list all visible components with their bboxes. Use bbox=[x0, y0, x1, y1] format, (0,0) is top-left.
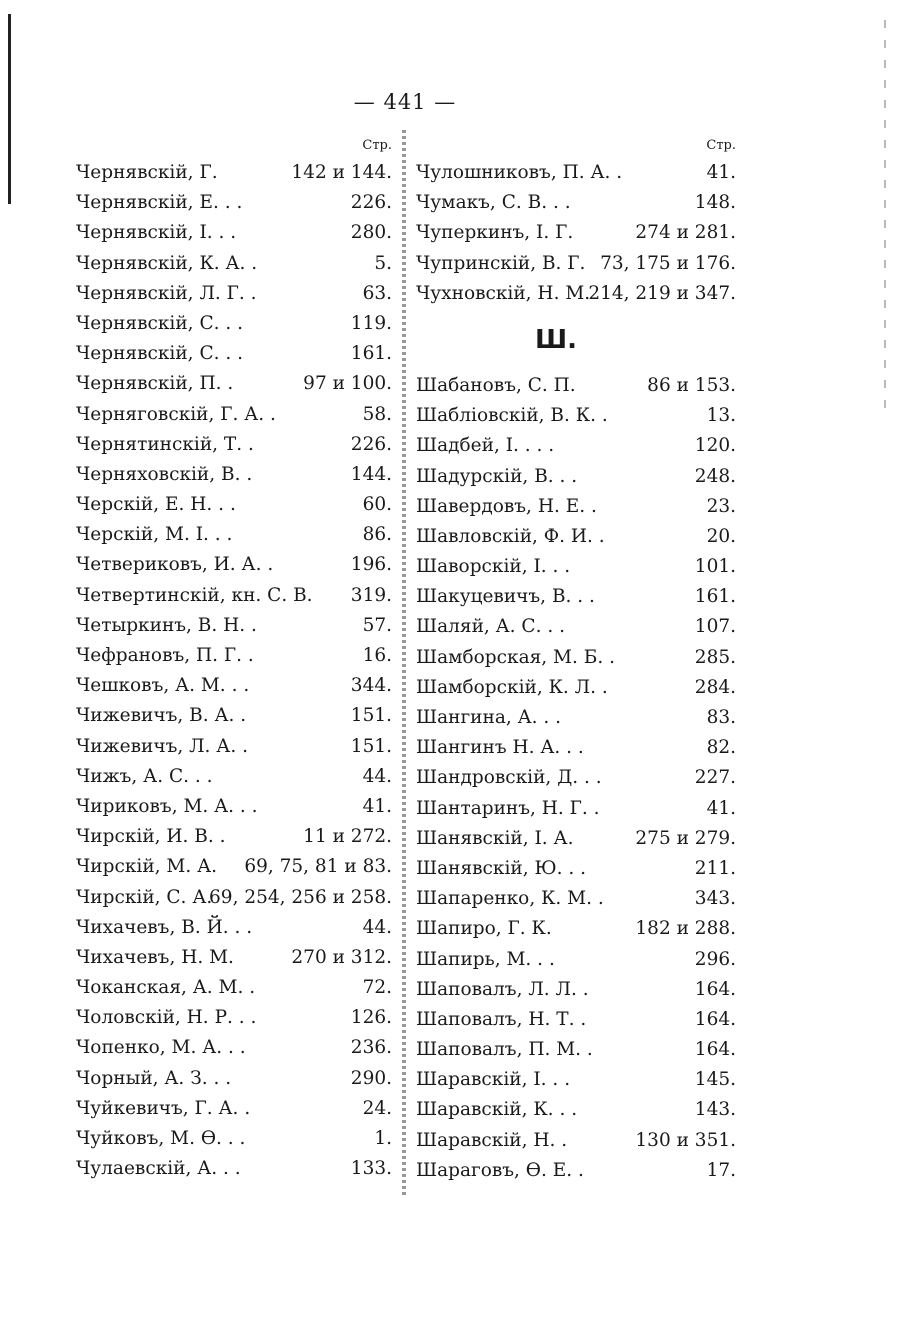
entry-pages: 86. bbox=[362, 524, 392, 546]
index-entry bbox=[416, 914, 736, 944]
entry-pages: 44. bbox=[362, 916, 392, 938]
right-entries-top-list bbox=[416, 158, 736, 309]
index-entry bbox=[76, 913, 392, 943]
entry-pages: 130 и 351. bbox=[635, 1129, 736, 1151]
right-column-header: Стр. bbox=[706, 138, 736, 153]
entry-name: Чоловскій, Н. Р. . . bbox=[76, 1007, 257, 1029]
entry-name: Чорный, А. З. . . bbox=[76, 1067, 232, 1089]
index-entry bbox=[76, 611, 392, 641]
index-entry bbox=[76, 490, 392, 520]
entry-pages: 226. bbox=[350, 433, 392, 455]
index-entry bbox=[416, 158, 736, 188]
index-entry bbox=[76, 520, 392, 550]
entry-pages: 126. bbox=[350, 1007, 392, 1029]
entry-name: Чижевичъ, Л. А. . bbox=[76, 735, 248, 757]
index-entry bbox=[416, 279, 736, 309]
entry-name: Чухновскій, Н. М. bbox=[416, 282, 591, 304]
entry-name: Чижевичъ, В. А. . bbox=[76, 705, 247, 727]
index-entry bbox=[76, 852, 392, 882]
entry-pages: 69, 254, 256 и 258. bbox=[209, 886, 392, 908]
entry-pages: 164. bbox=[694, 1008, 736, 1030]
entry-name: Шабановъ, С. П. bbox=[416, 374, 576, 396]
index-entry bbox=[416, 794, 736, 824]
index-entry bbox=[416, 492, 736, 522]
index-entry bbox=[416, 673, 736, 703]
entry-name: Шамборская, М. Б. . bbox=[416, 646, 615, 668]
left-entries-list bbox=[76, 158, 392, 1184]
entry-name: Чирскій, С. А. bbox=[76, 886, 213, 908]
index-entry bbox=[416, 249, 736, 279]
index-entry bbox=[416, 824, 736, 854]
entry-pages: 161. bbox=[350, 343, 392, 365]
index-entry bbox=[76, 188, 392, 218]
entry-name: Чириковъ, М. А. . . bbox=[76, 795, 258, 817]
entry-pages: 145. bbox=[694, 1069, 736, 1091]
entry-name: Шакуцевичъ, В. . . bbox=[416, 586, 595, 608]
entry-name: Шавловскій, Ф. И. . bbox=[416, 525, 605, 547]
entry-name: Чуйковъ, М. Ѳ. . . bbox=[76, 1128, 246, 1149]
entry-name: Шапиро, Г. К. bbox=[416, 918, 552, 940]
entry-pages: 86 и 153. bbox=[647, 374, 736, 396]
entry-name: Черскій, Е. Н. . . bbox=[76, 494, 236, 516]
index-entry bbox=[416, 643, 736, 673]
entry-name: Шараговъ, Ѳ. Е. . bbox=[416, 1159, 584, 1181]
index-entry bbox=[76, 671, 392, 701]
entry-name: Четвериковъ, И. А. . bbox=[76, 554, 274, 576]
entry-pages: 151. bbox=[350, 735, 392, 757]
entry-name: Чешковъ, А. М. . . bbox=[76, 675, 250, 697]
entry-pages: 148. bbox=[694, 192, 736, 214]
entry-name: Шангина, А. . . bbox=[416, 707, 562, 728]
entry-pages: 72. bbox=[362, 977, 392, 999]
index-entry bbox=[416, 552, 736, 582]
index-entry bbox=[76, 339, 392, 369]
entry-name: Чирскій, И. В. . bbox=[76, 826, 226, 848]
index-entry bbox=[76, 1064, 392, 1094]
entry-pages: 226. bbox=[350, 192, 392, 214]
entry-pages: 11 и 272. bbox=[303, 826, 392, 848]
index-entry bbox=[416, 854, 736, 884]
entry-name: Шапирь, М. . . bbox=[416, 948, 555, 970]
index-entry bbox=[416, 945, 736, 975]
entry-name: Шаравскій, К. . . bbox=[416, 1099, 578, 1121]
entry-name: Чуперкинъ, І. Г. bbox=[416, 222, 574, 244]
index-entry bbox=[76, 701, 392, 731]
entry-pages: 63. bbox=[362, 282, 392, 304]
page-edge-rule bbox=[8, 14, 11, 204]
entry-name: Чоканская, А. М. . bbox=[76, 977, 256, 999]
entry-name: Чернявскій, С. . . bbox=[76, 312, 243, 334]
index-entry bbox=[416, 1095, 736, 1125]
entry-pages: 182 и 288. bbox=[635, 918, 736, 940]
index-entry bbox=[76, 430, 392, 460]
index-entry bbox=[76, 1033, 392, 1063]
entry-pages: 60. bbox=[362, 494, 392, 516]
entry-pages: 44. bbox=[362, 765, 392, 787]
index-entry bbox=[76, 1094, 392, 1124]
entry-pages: 227. bbox=[694, 767, 736, 789]
entry-name: Шапаренко, К. М. . bbox=[416, 888, 604, 910]
index-entry bbox=[416, 582, 736, 612]
index-entry bbox=[76, 973, 392, 1003]
entry-name: Чефрановъ, П. Г. . bbox=[76, 645, 254, 666]
index-entry bbox=[76, 309, 392, 339]
entry-pages: 41. bbox=[362, 795, 392, 817]
entry-name: Чуйкевичъ, Г. А. . bbox=[76, 1097, 251, 1119]
entry-name: Четвертинскій, кн. С. В. bbox=[76, 584, 313, 606]
index-entry bbox=[76, 581, 392, 611]
entry-name: Чернявскій, Л. Г. . bbox=[76, 282, 257, 304]
right-column bbox=[416, 134, 736, 1186]
left-column-header: Стр. bbox=[362, 138, 392, 153]
entry-name: Чернявскій, П. . bbox=[76, 373, 234, 395]
entry-name: Шаравскій, Н. . bbox=[416, 1129, 568, 1151]
entry-name: Шанявскій, І. А. bbox=[416, 827, 574, 849]
index-entry bbox=[76, 943, 392, 973]
entry-name: Шавердовъ, Н. Е. . bbox=[416, 495, 597, 517]
index-entry bbox=[76, 822, 392, 852]
entry-name: Шаповалъ, П. М. . bbox=[416, 1039, 593, 1061]
index-entry bbox=[416, 975, 736, 1005]
entry-pages: 133. bbox=[350, 1158, 392, 1180]
index-entry bbox=[76, 883, 392, 913]
index-entry bbox=[416, 884, 736, 914]
page-edge-marks bbox=[884, 20, 886, 420]
entry-pages: 23. bbox=[706, 495, 736, 517]
index-entry bbox=[416, 1156, 736, 1186]
entry-name: Шадурскій, В. . . bbox=[416, 465, 578, 487]
entry-pages: 13. bbox=[706, 405, 736, 427]
entry-name: Шаравскій, І. . . bbox=[416, 1069, 571, 1091]
entry-name: Чернявскій, Е. . . bbox=[76, 192, 243, 214]
entry-name: Шангинъ Н. А. . . bbox=[416, 737, 584, 759]
entry-pages: 41. bbox=[706, 797, 736, 819]
index-entry bbox=[416, 1035, 736, 1065]
index-entry bbox=[416, 763, 736, 793]
entry-name: Чернятинскій, Т. . bbox=[76, 433, 254, 455]
entry-pages: 142 и 144. bbox=[291, 162, 392, 183]
entry-pages: 343. bbox=[694, 888, 736, 910]
entry-pages: 211. bbox=[694, 857, 736, 879]
right-entries-bottom-list bbox=[416, 371, 736, 1186]
entry-name: Чижъ, А. С. . . bbox=[76, 765, 213, 787]
entry-pages: 344. bbox=[350, 675, 392, 697]
entry-name: Чернявскій, Г. bbox=[76, 162, 218, 183]
index-entry bbox=[76, 400, 392, 430]
index-entry bbox=[416, 218, 736, 248]
entry-name: Черняговскій, Г. А. . bbox=[76, 403, 276, 425]
entry-pages: 24. bbox=[362, 1097, 392, 1119]
entry-pages: 151. bbox=[350, 705, 392, 727]
column-divider bbox=[402, 130, 406, 1198]
entry-pages: 290. bbox=[350, 1067, 392, 1089]
entry-pages: 275 и 279. bbox=[635, 827, 736, 849]
index-entry bbox=[416, 188, 736, 218]
index-entry bbox=[416, 522, 736, 552]
index-entry bbox=[76, 1003, 392, 1033]
entry-pages: 274 и 281. bbox=[635, 222, 736, 244]
entry-pages: 196. bbox=[350, 554, 392, 576]
entry-pages: 17. bbox=[706, 1159, 736, 1181]
entry-name: Шабліовскій, В. К. . bbox=[416, 405, 608, 427]
index-entry bbox=[76, 279, 392, 309]
index-entry bbox=[416, 612, 736, 642]
entry-pages: 236. bbox=[350, 1037, 392, 1059]
entry-pages: 280. bbox=[350, 222, 392, 244]
index-entry bbox=[416, 401, 736, 431]
index-entry bbox=[416, 371, 736, 401]
entry-name: Чопенко, М. А. . . bbox=[76, 1037, 246, 1059]
entry-pages: 248. bbox=[694, 465, 736, 487]
entry-pages: 296. bbox=[694, 948, 736, 970]
entry-pages: 319. bbox=[350, 584, 392, 606]
index-entry bbox=[416, 733, 736, 763]
entry-pages: 164. bbox=[694, 1039, 736, 1061]
index-entry bbox=[76, 641, 392, 671]
index-entry bbox=[76, 732, 392, 762]
index-entry bbox=[76, 762, 392, 792]
entry-pages: 1. bbox=[374, 1128, 392, 1149]
index-entry bbox=[416, 431, 736, 461]
entry-pages: 144. bbox=[350, 463, 392, 485]
index-entry bbox=[76, 550, 392, 580]
entry-pages: 270 и 312. bbox=[291, 946, 392, 968]
entry-pages: 41. bbox=[706, 162, 736, 183]
entry-pages: 20. bbox=[706, 525, 736, 547]
entry-name: Чихачевъ, Н. М. bbox=[76, 946, 234, 968]
entry-pages: 5. bbox=[374, 252, 392, 274]
entry-pages: 83. bbox=[706, 707, 736, 728]
entry-name: Чернявскій, І. . . bbox=[76, 222, 237, 244]
entry-name: Чихачевъ, В. Й. . . bbox=[76, 916, 253, 938]
index-entry bbox=[76, 792, 392, 822]
entry-pages: 161. bbox=[694, 586, 736, 608]
entry-name: Шантаринъ, Н. Г. . bbox=[416, 797, 600, 819]
entry-pages: 120. bbox=[694, 435, 736, 457]
left-column bbox=[76, 134, 392, 1184]
entry-name: Шаляй, А. С. . . bbox=[416, 616, 565, 638]
index-entry bbox=[416, 703, 736, 733]
entry-pages: 285. bbox=[694, 646, 736, 668]
entry-name: Четыркинъ, В. Н. . bbox=[76, 614, 257, 636]
entry-name: Чулошниковъ, П. А. . bbox=[416, 162, 623, 183]
entry-name: Шамборскій, К. Л. . bbox=[416, 676, 608, 698]
entry-name: Чернявскій, К. А. . bbox=[76, 252, 258, 274]
entry-name: Шаповалъ, Н. Т. . bbox=[416, 1008, 587, 1030]
index-entry bbox=[76, 460, 392, 490]
entry-pages: 82. bbox=[706, 737, 736, 759]
entry-name: Чупринскій, В. Г. bbox=[416, 252, 586, 274]
index-entry bbox=[76, 158, 392, 188]
index-entry bbox=[76, 218, 392, 248]
section-letter: Ш. bbox=[535, 324, 577, 355]
index-entry bbox=[76, 1124, 392, 1154]
entry-pages: 69, 75, 81 и 83. bbox=[244, 856, 392, 878]
entry-name: Шандровскій, Д. . . bbox=[416, 767, 602, 789]
index-entry bbox=[76, 1154, 392, 1184]
entry-name: Шанявскій, Ю. . . bbox=[416, 857, 586, 879]
entry-pages: 101. bbox=[694, 556, 736, 578]
entry-pages: 58. bbox=[362, 403, 392, 425]
index-entry bbox=[416, 462, 736, 492]
entry-pages: 97 и 100. bbox=[303, 373, 392, 395]
entry-name: Черняховскій, В. . bbox=[76, 463, 253, 485]
index-entry bbox=[416, 1126, 736, 1156]
entry-pages: 214, 219 и 347. bbox=[588, 282, 736, 304]
entry-name: Чумакъ, С. В. . . bbox=[416, 192, 571, 214]
index-entry bbox=[416, 1005, 736, 1035]
entry-name: Чирскій, М. А. bbox=[76, 856, 217, 878]
entry-pages: 107. bbox=[694, 616, 736, 638]
entry-pages: 16. bbox=[362, 645, 392, 666]
entry-name: Шаповалъ, Л. Л. . bbox=[416, 978, 589, 1000]
entry-pages: 57. bbox=[362, 614, 392, 636]
entry-pages: 119. bbox=[350, 312, 392, 334]
index-entry bbox=[76, 249, 392, 279]
entry-pages: 143. bbox=[694, 1099, 736, 1121]
entry-name: Шадбей, І. . . . bbox=[416, 435, 555, 457]
entry-name: Чернявскій, С. . . bbox=[76, 343, 243, 365]
entry-name: Чулаевскій, А. . . bbox=[76, 1158, 241, 1180]
page-number: — 441 — bbox=[353, 90, 457, 114]
entry-pages: 284. bbox=[694, 676, 736, 698]
entry-name: Шаворскій, І. . . bbox=[416, 556, 571, 578]
index-entry bbox=[416, 1065, 736, 1095]
index-entry bbox=[76, 369, 392, 399]
entry-name: Черскій, М. І. . . bbox=[76, 524, 233, 546]
entry-pages: 164. bbox=[694, 978, 736, 1000]
entry-pages: 73, 175 и 176. bbox=[600, 252, 736, 274]
